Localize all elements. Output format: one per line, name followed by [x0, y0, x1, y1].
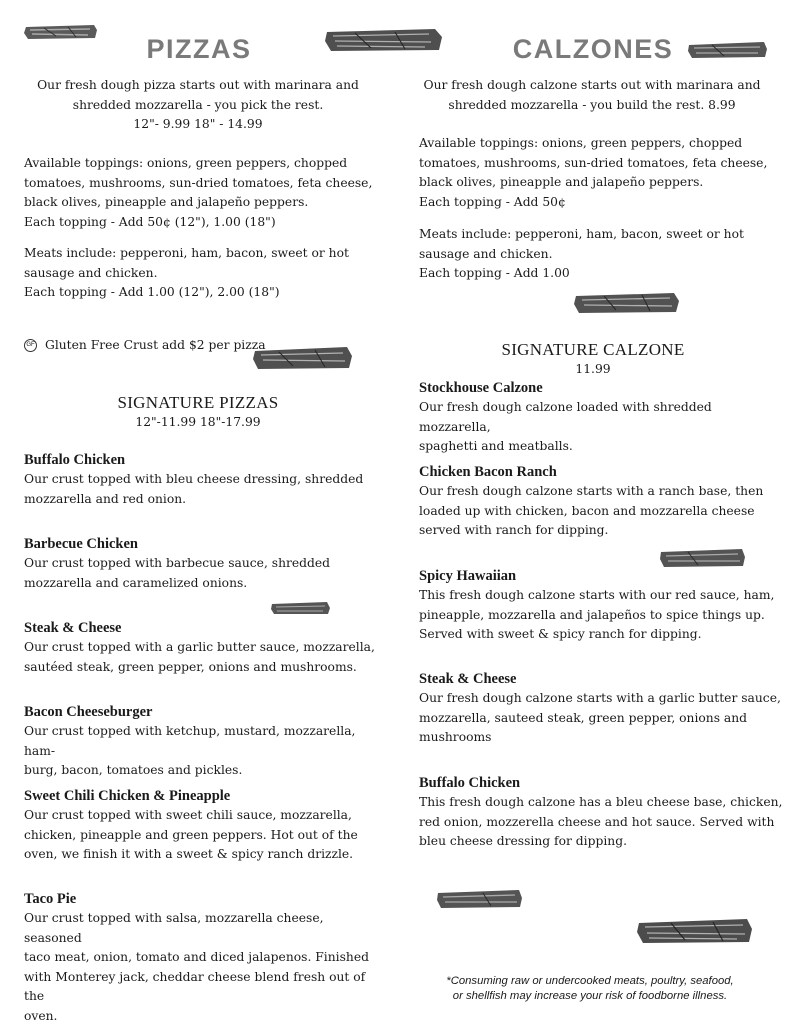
calzones-meats: Meats include: pepperoni, ham, bacon, sweet or hot sausage and chicken. Each topping - Add 1.00	[419, 227, 744, 281]
wood-plank-icon	[271, 601, 331, 615]
menu-item-desc: Our fresh dough calzone starts with a garlic butter sauce, mozzarella, sauteed steak, green pepper, onions and mushrooms	[419, 691, 781, 745]
food-safety-disclaimer: *Consuming raw or undercooked meats, poultry, seafood, or shellfish may increase your risk of foodborne illness.	[446, 975, 734, 1002]
menu-item-desc: This fresh dough calzone starts with our red sauce, ham, pineapple, mozzarella and jalapeños to spice things up. Served with sweet & spicy ranch for dipping.	[419, 588, 775, 642]
signature-calzone-title: SIGNATURE CALZONE	[501, 340, 685, 359]
menu-item-desc: Our crust topped with ketchup, mustard, mozzarella, ham- burg, bacon, tomatoes and pickles.	[24, 724, 356, 778]
menu-item	[24, 890, 384, 1027]
wood-plank-icon	[574, 292, 680, 314]
wood-plank-icon	[325, 28, 443, 52]
wood-plank-icon	[437, 889, 523, 909]
menu-item-name: Taco Pie	[24, 891, 77, 907]
wood-plank-icon	[637, 918, 753, 944]
pizzas-meats: Meats include: pepperoni, ham, bacon, sweet or hot sausage and chicken. Each topping - Add 1.00 (12"), 2.00 (18")	[24, 246, 349, 300]
menu-item-name: Buffalo Chicken	[419, 775, 521, 791]
menu-item-desc: Our crust topped with bleu cheese dressing, shredded mozzarella and red onion.	[24, 472, 364, 506]
menu-item	[24, 451, 384, 509]
menu-item-name: Spicy Hawaiian	[419, 568, 517, 584]
calzones-intro: Our fresh dough calzone starts out with marinara and shredded mozzarella - you build the rest. 8.99	[423, 78, 761, 112]
menu-item-name: Steak & Cheese	[419, 671, 517, 687]
menu-item-name: Sweet Chili Chicken & Pineapple	[24, 788, 231, 804]
menu-item	[24, 535, 384, 593]
calzones-toppings: Available toppings: onions, green peppers, chopped tomatoes, mushrooms, sun-dried tomatoes, feta cheese, black olives, pineapple and jalapeño peppers. Each topping - Add 50¢	[419, 136, 768, 209]
menu-item-desc: Our crust topped with barbecue sauce, shredded mozzarella and caramelized onions.	[24, 556, 331, 590]
menu-item-name: Stockhouse Calzone	[419, 380, 543, 396]
menu-item	[24, 703, 384, 781]
pizzas-toppings: Available toppings: onions, green peppers, chopped tomatoes, mushrooms, sun-dried tomatoes, feta cheese, black olives, pineapple and jalapeño peppers. Each topping - Add 50¢ (12"), 1.00 (18")	[24, 156, 373, 229]
gluten-free-note	[24, 316, 384, 355]
menu-item	[419, 463, 784, 541]
signature-calzone-price: 11.99	[575, 362, 611, 376]
pizzas-title: PIZZAS	[146, 34, 252, 64]
menu-item-name: Chicken Bacon Ranch	[419, 464, 557, 480]
pizzas-intro: Our fresh dough pizza starts out with marinara and shredded mozzarella - you pick the rest.	[37, 78, 359, 112]
signature-pizzas-title: SIGNATURE PIZZAS	[117, 393, 279, 412]
signature-pizzas-price: 12"-11.99 18"-17.99	[135, 415, 261, 429]
pizzas-price: 12"- 9.99 18" - 14.99	[133, 117, 263, 131]
menu-item-name: Buffalo Chicken	[24, 452, 126, 468]
menu-item-desc: Our crust topped with a garlic butter sauce, mozzarella, sautéed steak, green pepper, onions and mushrooms.	[24, 640, 375, 674]
menu-item-desc: Our fresh dough calzone starts with a ranch base, then loaded up with chicken, bacon and mozzarella cheese served with ranch for dipping.	[419, 484, 764, 538]
menu-item	[419, 670, 784, 748]
menu-item-desc: Our crust topped with salsa, mozzarella cheese, seasoned taco meat, onion, tomato and diced jalapenos. Finished with Monterey jack, cheddar cheese blend fresh out of the oven.	[24, 911, 369, 1023]
menu-item	[419, 774, 784, 852]
menu-item-desc: Our crust topped with sweet chili sauce, mozzarella, chicken, pineapple and green peppers. Hot out of the oven, we finish it with a sweet & spicy ranch drizzle.	[24, 808, 358, 862]
gluten-free-label: Gluten Free Crust add $2 per pizza	[45, 337, 266, 352]
wood-plank-icon	[24, 24, 98, 40]
menu-item-desc: Our fresh dough calzone loaded with shredded mozzarella, spaghetti and meatballs.	[419, 400, 712, 454]
gluten-free-icon: GF	[24, 339, 37, 352]
menu-item-name: Bacon Cheeseburger	[24, 704, 153, 720]
wood-plank-icon	[660, 548, 746, 568]
menu-item-name: Barbecue Chicken	[24, 536, 138, 552]
menu-item	[419, 567, 784, 645]
menu-item	[24, 787, 384, 865]
menu-item-name: Steak & Cheese	[24, 620, 122, 636]
menu-item-desc: This fresh dough calzone has a bleu cheese base, chicken, red onion, mozzerella cheese and hot sauce. Served with bleu cheese dressing for dipping.	[419, 795, 783, 849]
menu-item	[419, 379, 784, 457]
calzones-title: CALZONES	[512, 34, 674, 64]
menu-item	[24, 619, 384, 677]
